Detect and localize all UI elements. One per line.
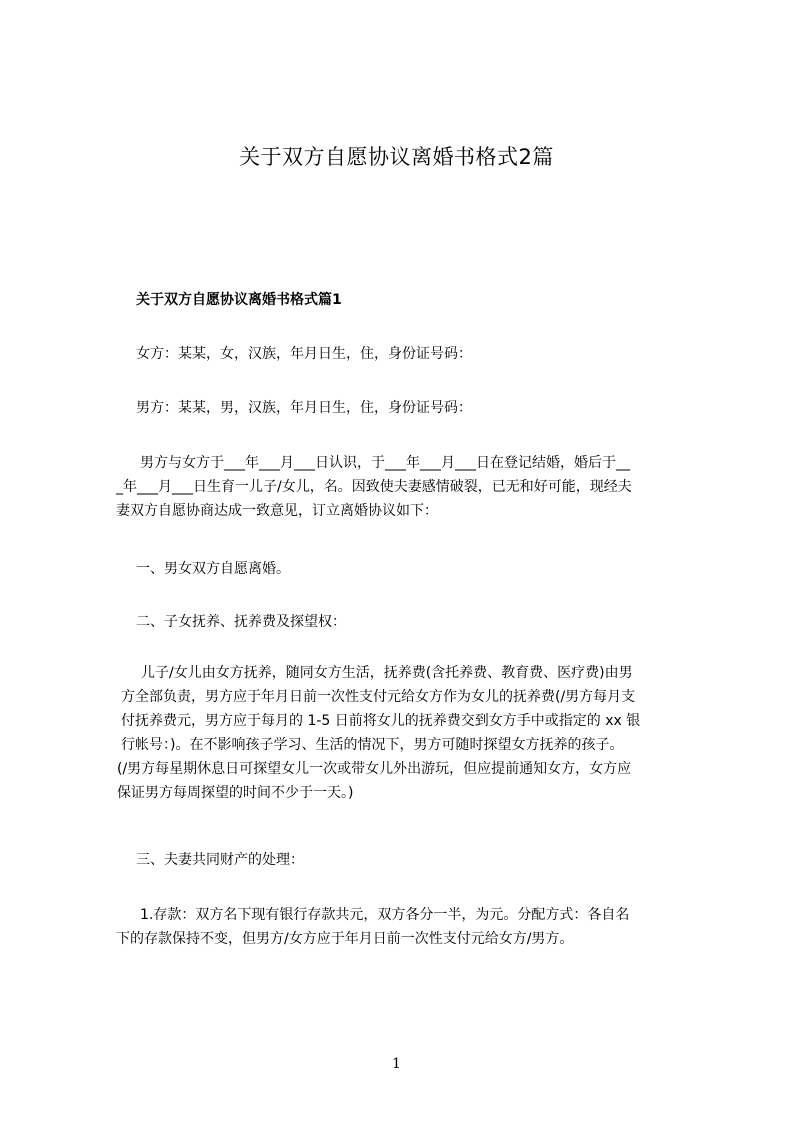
intro-line: _年___月___日生育一儿子/女儿，名。因致使夫妻感情破裂，已无和好可能，现经夫 <box>116 479 632 495</box>
male-party-info: 男方：某某，男，汉族，年月日生，住，身份证号码： <box>136 400 472 416</box>
section-heading: 关于双方自愿协议离婚书格式篇1 <box>136 292 342 308</box>
page-number: 1 <box>392 1056 401 1072</box>
custody-line: (/男方每星期休息日可探望女儿一次或带女儿外出游玩，但应提前通知女方，女方应 <box>117 761 632 777</box>
custody-paragraph <box>117 661 641 805</box>
clause-2: 二、子女抚养、抚养费及探望权： <box>136 614 346 630</box>
female-party-info: 女方：某某，女，汉族，年月日生，住，身份证号码： <box>136 346 472 362</box>
custody-line: 保证男方每周探望的时间不少于一天。) <box>117 785 354 801</box>
custody-line: 行帐号：)。在不影响孩子学习、生活的情况下，男方可随时探望女方抚养的孩子。 <box>121 737 624 753</box>
deposit-line: 1.存款：双方名下现有银行存款共元，双方各分一半，为元。分配方式：各自名 <box>140 907 630 923</box>
deposit-line: 下的存款保持不变，但男方/女方应于年月日前一次性支付元给女方/男方。 <box>116 931 574 947</box>
clause-3: 三、夫妻共同财产的处理： <box>136 852 304 868</box>
intro-paragraph <box>116 451 632 523</box>
deposit-paragraph <box>116 903 629 951</box>
custody-line: 付抚养费元，男方应于每月的 1-5 日前将女儿的抚养费交到女方手中或指定的 xx 银 <box>121 713 641 729</box>
intro-line: 男方与女方于___年___月___日认识，于___年___月___日在登记结婚，婚后于__ <box>140 455 630 471</box>
page-title: 关于双方自愿协议离婚书格式2篇 <box>239 145 554 169</box>
custody-line: 儿子/女儿由女方抚养，随同女方生活，抚养费(含托养费、教育费、医疗费)由男 <box>141 665 633 681</box>
custody-line: 方全部负责，男方应于年月日前一次性支付元给女方作为女儿的抚养费(/男方每月支 <box>121 689 636 705</box>
intro-line: 妻双方自愿协商达成一致意见，订立离婚协议如下： <box>116 503 438 519</box>
clause-1: 一、男女双方自愿离婚。 <box>136 561 290 577</box>
